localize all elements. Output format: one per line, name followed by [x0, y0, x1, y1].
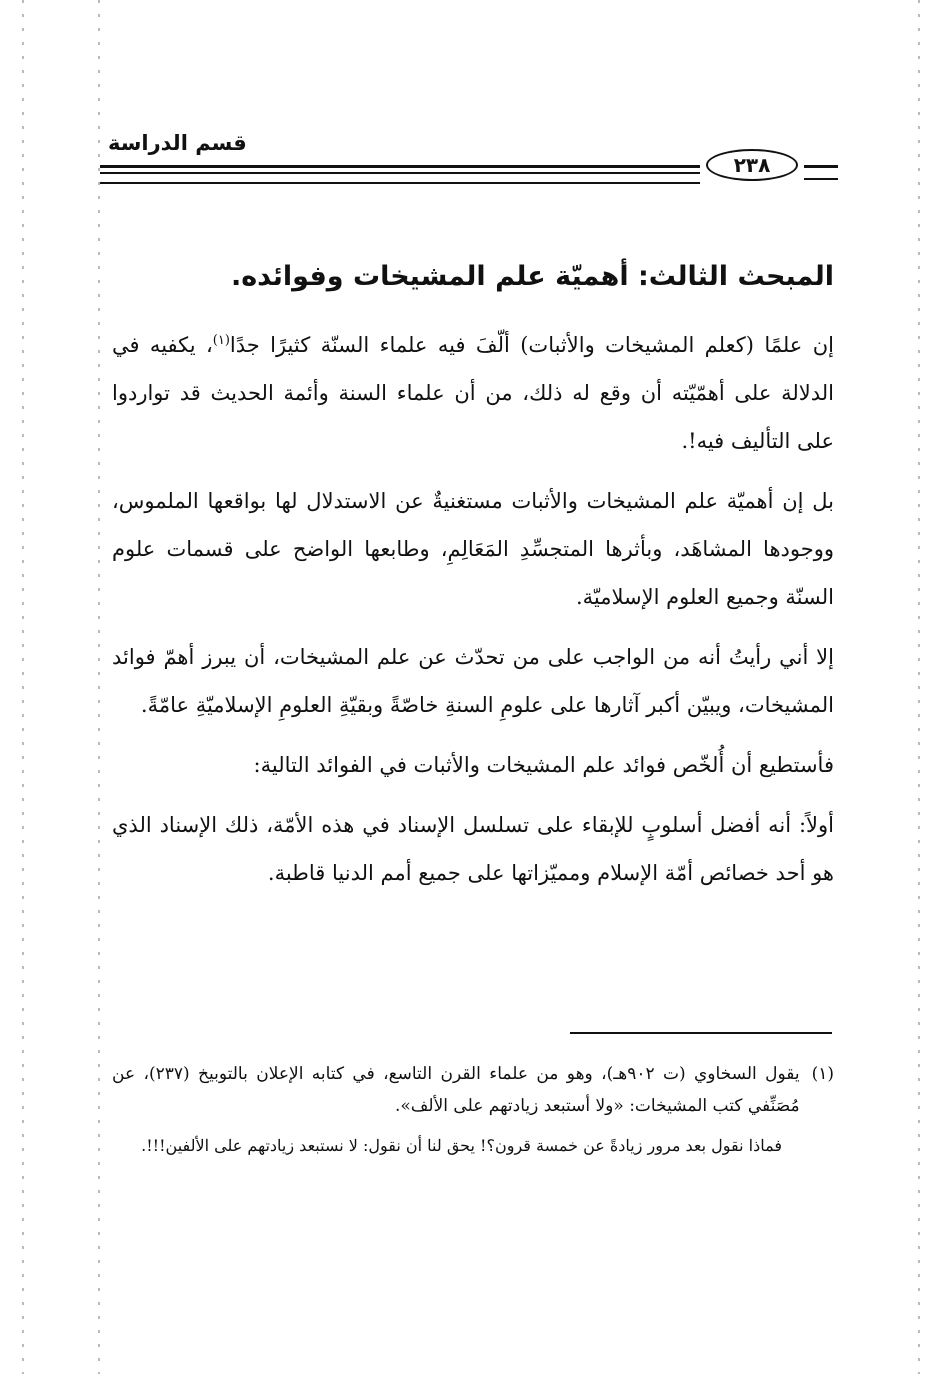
footnote [112, 1058, 834, 1122]
chapter-heading: المبحث الثالث: أهميّة علم المشيخات وفوائده. [230, 261, 834, 292]
paragraph-text: إن علمًا (كعلم المشيخات والأثبات) ألّفَ فيه علماء السنّة كثيرًا جدًا [229, 333, 834, 357]
footnote-continuation: فماذا نقول بعد مرور زيادةً عن خمسة قرون؟! يحق لنا أن نقول: لا نستبعد زيادتهم على الألفين!!!. [141, 1136, 782, 1155]
paragraph: إلا أني رأيتُ أنه من الواجب على من تحدّث عن علم المشيخات، أن يبرز أهمّ فوائد المشيخات، ويبيّن أكبر آثارها على علومِ السنةِ خاصّةً وبقيّةِ العلومِ الإسلاميّةِ عامّةً. [112, 645, 834, 717]
paragraph: فأستطيع أن أُلخّص فوائد علم المشيخات والأثبات في الفوائد التالية: [253, 753, 834, 777]
section-label: قسم الدراسة [108, 131, 247, 155]
paragraph-tail: ، يكفيه في الدلالة على أهمّيّته أن وقع له ذلك، من أن علماء السنة وأئمة الحديث قد تواردوا على التأليف فيه!. [112, 333, 834, 453]
scan-edge-right [918, 0, 920, 1374]
header-rule-left [100, 165, 700, 184]
footnote-separator [570, 1032, 832, 1034]
page-header [100, 125, 840, 185]
paragraph: بل إن أهميّة علم المشيخات والأثبات مستغنيةٌ عن الاستدلال لها بواقعها الملموس، ووجودها المشاهَد، وبأثرها المتجسِّدِ المَعَالِمِ، وطابعها الواضح على قسمات علوم السنّة وجميع العلوم الإسلاميّة. [112, 489, 834, 609]
footnotes [112, 1058, 834, 1162]
footnote-ref: (١) [212, 333, 230, 348]
header-rule-right [804, 165, 838, 180]
main-content [112, 255, 834, 909]
footnote-number: (١) [811, 1064, 834, 1084]
scan-edge-left [22, 0, 24, 1374]
footnote-text: يقول السخاوي (ت ٩٠٢هـ)، وهو من علماء القرن التاسع، في كتابه الإعلان بالتوبيخ (٢٣٧)، عن مُصَنِّفي كتب المشيخات: «ولا أستبعد زيادتهم على الألف». [112, 1064, 800, 1116]
paragraph: أولاً: أنه أفضل أسلوبٍ للإبقاء على تسلسل الإسناد في هذه الأمّة، ذلك الإسناد الذي هو أحد خصائص أمّة الإسلام ومميّزاتها على جميع أمم الدنيا قاطبة. [112, 813, 834, 885]
scan-edge-inner [98, 0, 100, 1374]
page-number: ٢٣٨ [706, 149, 798, 181]
paragraph [112, 317, 834, 465]
